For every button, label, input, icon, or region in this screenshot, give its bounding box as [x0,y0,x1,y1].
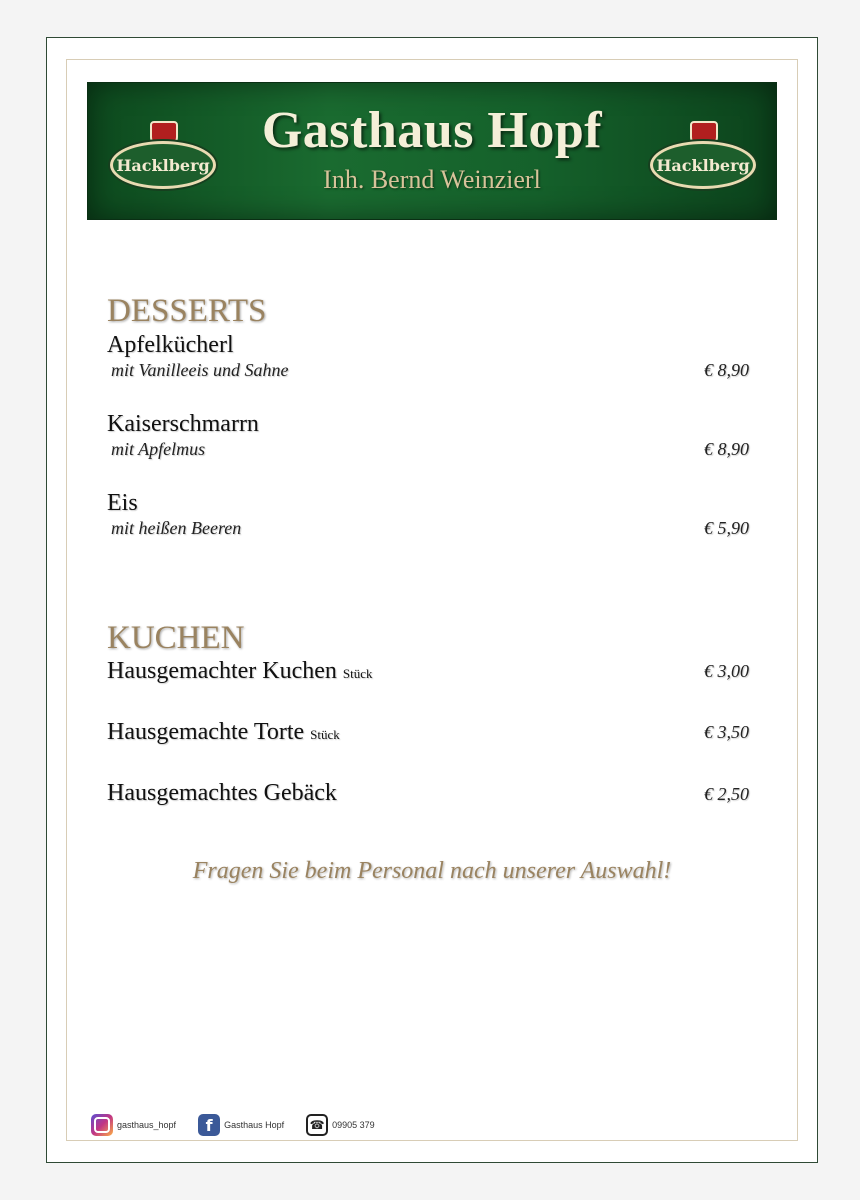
section-title-kuchen: KUCHEN [107,620,245,656]
restaurant-name: Gasthaus Hopf [261,102,603,159]
owner-line: Inh. Bernd Weinzierl [323,165,541,194]
menu-item-price: € 8,90 [704,360,749,380]
phone-contact[interactable] [306,1114,375,1136]
menu-item-price: € 3,50 [704,722,749,742]
menu-item-desc: mit Vanilleeis und Sahne [111,360,289,380]
page-frame [66,59,798,1141]
menu-item-name [107,780,337,807]
item-name-text: Hausgemachte Torte [107,719,305,745]
facebook-name: Gasthaus Hopf [224,1120,285,1130]
menu-item-name: Eis [107,490,138,516]
facebook-contact[interactable] [198,1114,284,1136]
menu-item-name [107,719,340,746]
item-name-text: Hausgemachter Kuchen [107,658,337,684]
logo-oval: Hacklberg [650,141,756,189]
menu-item-name [107,658,373,685]
phone-icon: ☎ [306,1114,328,1136]
menu-item-desc: mit Apfelmus [111,439,206,459]
staff-note: Fragen Sie beim Personal nach unserer Auswahl! [192,858,672,884]
item-unit: Stück [342,666,373,681]
phone-number: 09905 379 [332,1120,375,1130]
item-name-text: Hausgemachtes Gebäck [107,780,337,806]
header-banner [87,82,777,220]
menu-item-desc: mit heißen Beeren [111,518,242,538]
facebook-icon: f [198,1114,220,1136]
menu-item-price: € 2,50 [704,784,749,804]
menu-item-price: € 8,90 [704,439,749,459]
instagram-handle: gasthaus_hopf [117,1120,177,1130]
instagram-icon [91,1114,113,1136]
menu-item-price: € 3,00 [704,661,749,681]
menu-page [46,37,818,1163]
instagram-contact[interactable] [91,1114,176,1136]
menu-item-name: Apfelkücherl [107,332,234,358]
item-unit: Stück [310,727,340,742]
menu-item-name: Kaiserschmarrn [107,411,259,437]
footer-contacts [91,1112,397,1138]
section-title-desserts: DESSERTS [107,293,267,329]
logo-oval: Hacklberg [110,141,216,189]
hacklberg-logo-right [650,121,754,201]
menu-item-price: € 5,90 [704,518,749,538]
